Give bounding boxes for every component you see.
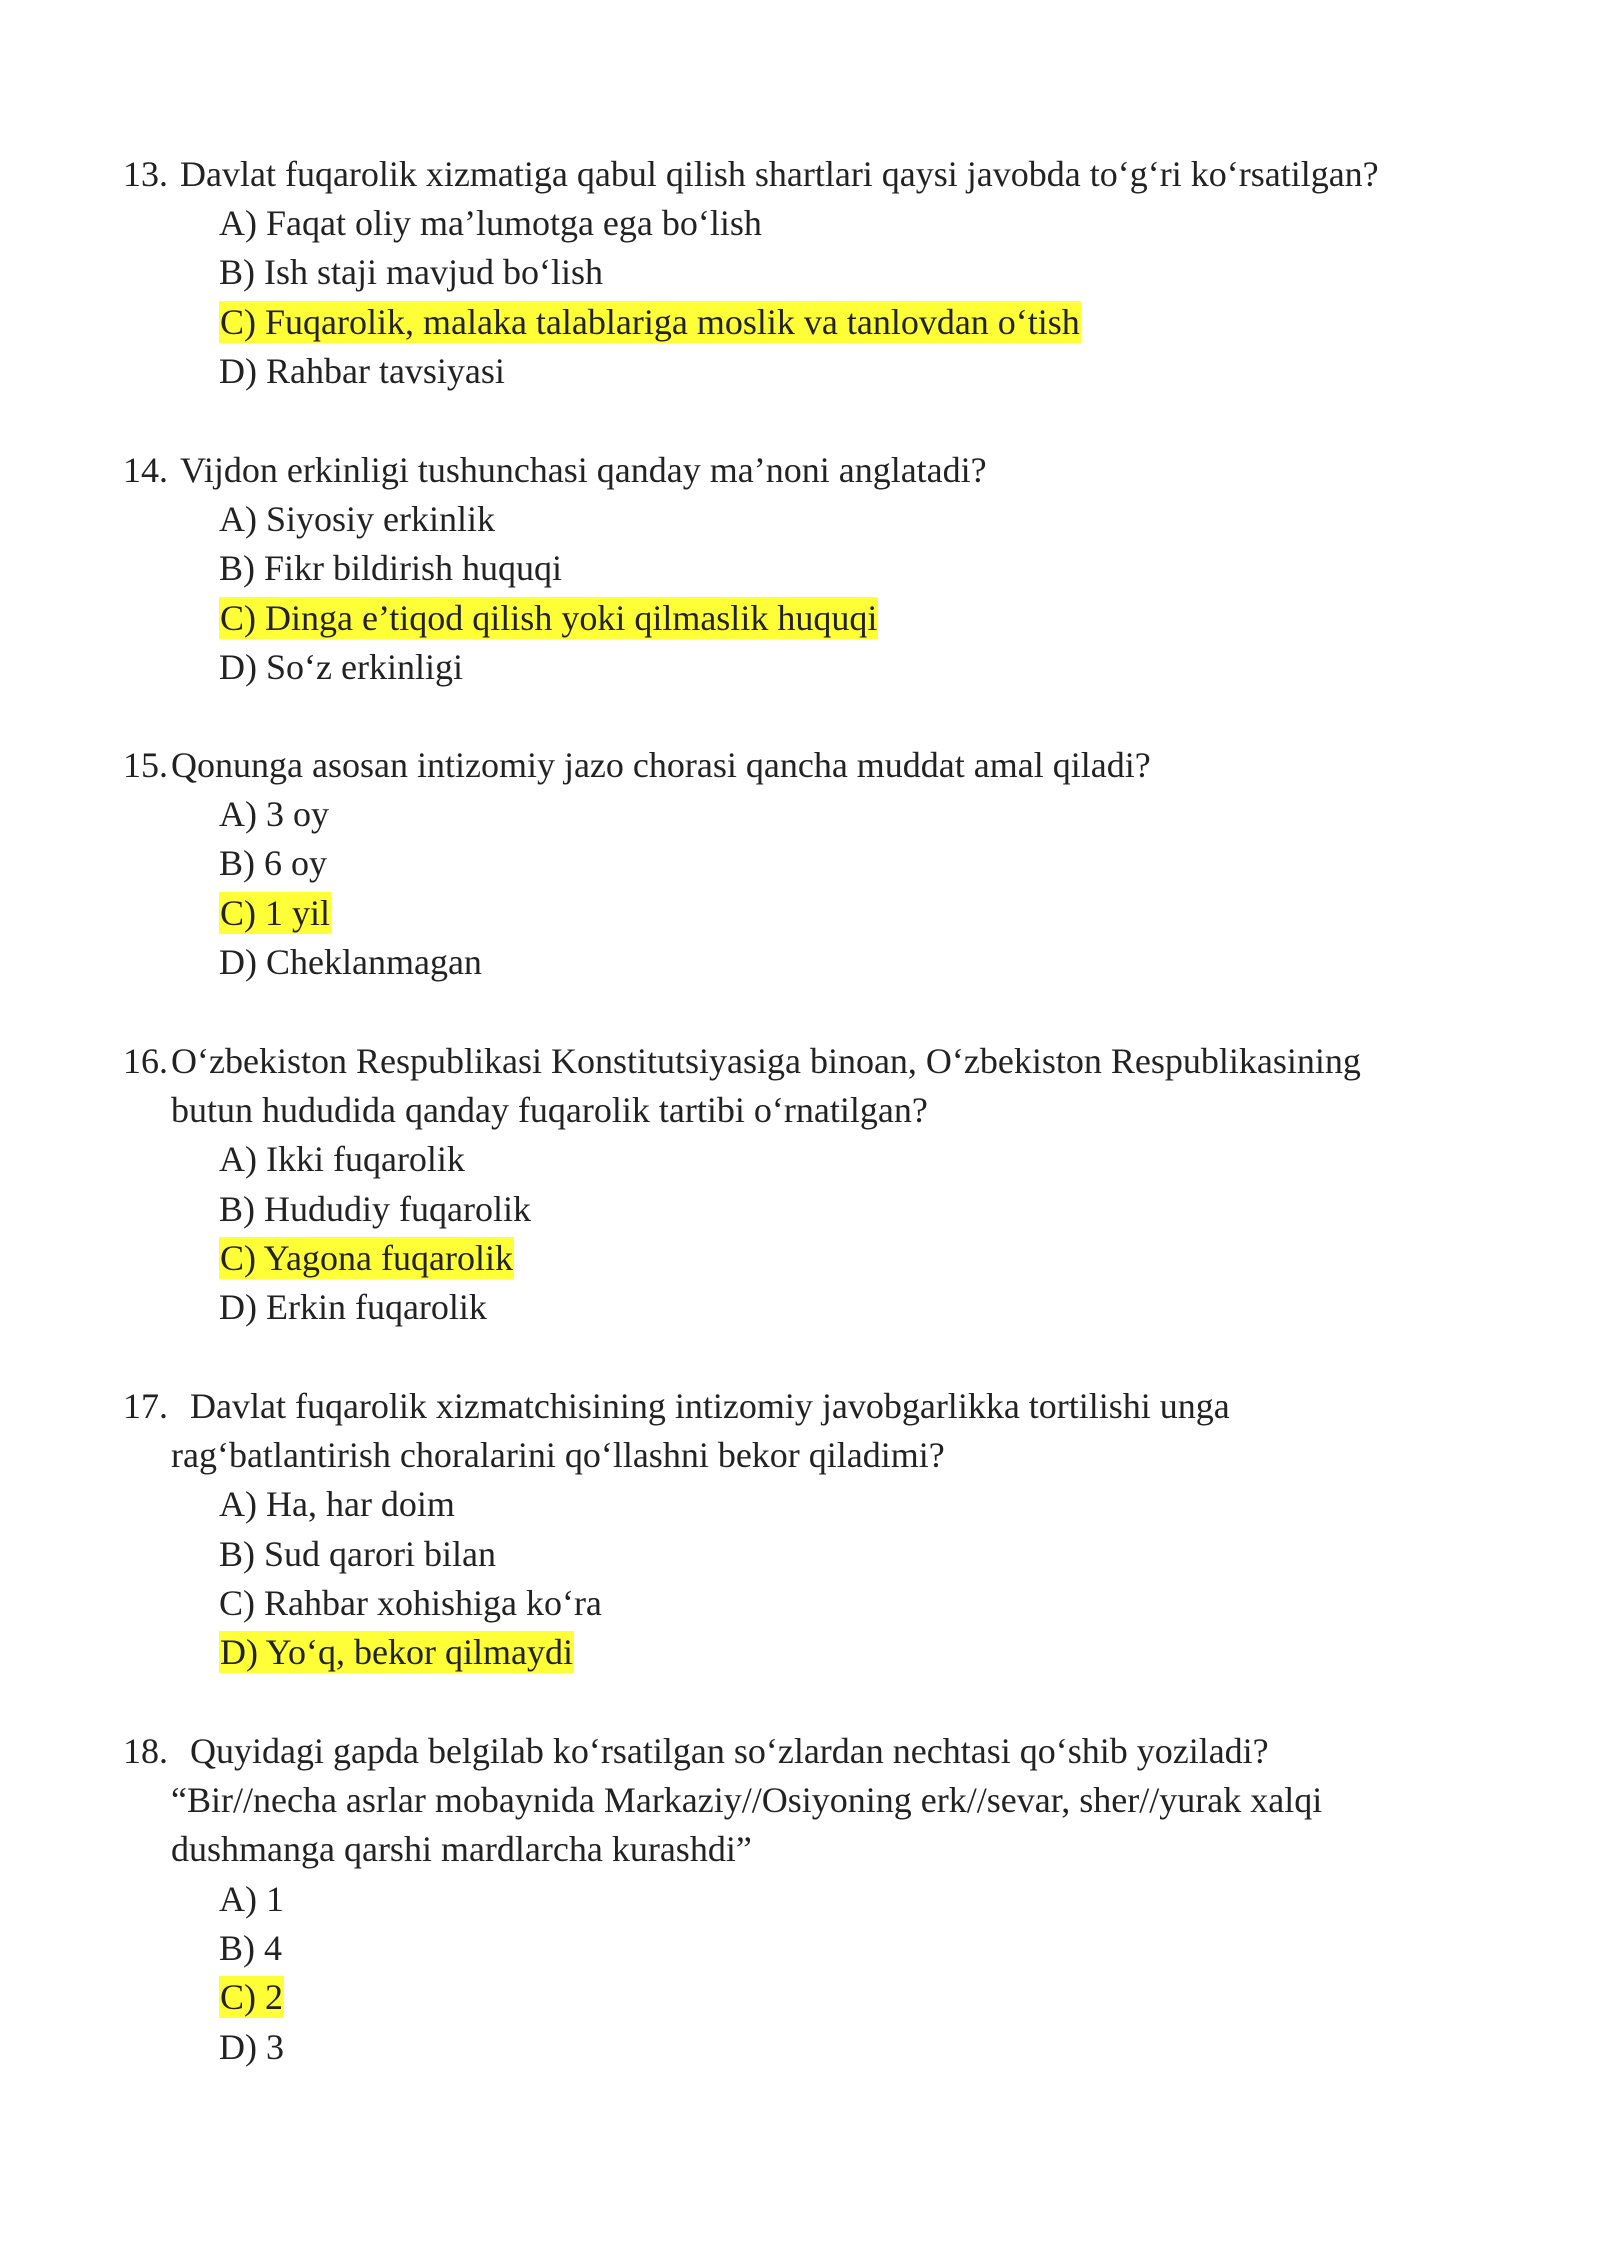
answer-option-b: B) Hududiy fuqarolik	[219, 1189, 531, 1229]
answer-option-c-correct: C) Dinga e’tiqod qilish yoki qilmaslik huquqi	[220, 598, 878, 638]
answer-option-a: A) Siyosiy erkinlik	[219, 499, 495, 539]
question-text-line-2: butun hududida qanday fuqarolik tartibi o‘rnatilgan?	[171, 1090, 928, 1130]
answer-option-c-correct: C) 1 yil	[220, 893, 331, 933]
answer-option-a: A) 3 oy	[219, 794, 329, 834]
answer-option-d: D) 3	[219, 2027, 284, 2067]
question-number: 16.	[123, 1041, 168, 1081]
question-text: Davlat fuqarolik xizmatiga qabul qilish shartlari qaysi javobda to‘g‘ri ko‘rsatilgan?	[180, 154, 1379, 194]
answer-option-d-correct: D) Yo‘q, bekor qilmaydi	[220, 1632, 573, 1672]
answer-option-c-correct: C) Fuqarolik, malaka talablariga moslik va tanlovdan o‘tish	[220, 302, 1080, 342]
answer-option-b: B) 6 oy	[219, 843, 327, 883]
question-text-line-1: O‘zbekiston Respublikasi Konstitutsiyasiga binoan, O‘zbekiston Respublikasining	[171, 1041, 1361, 1081]
question-text-line-1: Quyidagi gapda belgilab ko‘rsatilgan so‘zlardan nechtasi qo‘shib yoziladi?	[190, 1731, 1269, 1771]
question-text: Qonunga asosan intizomiy jazo chorasi qancha muddat amal qiladi?	[171, 745, 1151, 785]
question-text-line-3: dushmanga qarshi mardlarcha kurashdi”	[171, 1829, 752, 1869]
answer-option-c-correct: C) 2	[220, 1977, 283, 2017]
answer-option-b: B) Sud qarori bilan	[219, 1534, 496, 1574]
question-text-line-2: “Bir//necha asrlar mobaynida Markaziy//Osiyoning erk//sevar, sher//yurak xalqi	[171, 1780, 1323, 1820]
question-number: 15.	[123, 745, 168, 785]
question-number: 13.	[123, 154, 168, 194]
answer-option-a: A) 1	[219, 1879, 284, 1919]
answer-option-b: B) Ish staji mavjud bo‘lish	[219, 252, 603, 292]
answer-option-b: B) Fikr bildirish huquqi	[219, 548, 563, 588]
question-number: 17.	[123, 1386, 168, 1426]
question-number: 18.	[123, 1731, 168, 1771]
answer-option-c: C) Rahbar xohishiga ko‘ra	[219, 1583, 602, 1623]
answer-option-d: D) So‘z erkinligi	[219, 647, 463, 687]
question-text-line-1: Davlat fuqarolik xizmatchisining intizomiy javobgarlikka tortilishi unga	[190, 1386, 1230, 1426]
question-text-line-2: rag‘batlantirish choralarini qo‘llashni bekor qiladimi?	[171, 1435, 945, 1475]
answer-option-b: B) 4	[219, 1928, 282, 1968]
answer-option-d: D) Cheklanmagan	[219, 942, 482, 982]
answer-option-a: A) Faqat oliy ma’lumotga ega bo‘lish	[219, 203, 762, 243]
answer-option-a: A) Ikki fuqarolik	[219, 1139, 465, 1179]
answer-option-d: D) Erkin fuqarolik	[219, 1287, 487, 1327]
question-number: 14.	[123, 450, 168, 490]
answer-option-d: D) Rahbar tavsiyasi	[219, 351, 505, 391]
answer-option-a: A) Ha, har doim	[219, 1484, 455, 1524]
question-text: Vijdon erkinligi tushunchasi qanday ma’noni anglatadi?	[180, 450, 987, 490]
answer-option-c-correct: C) Yagona fuqarolik	[220, 1238, 513, 1278]
